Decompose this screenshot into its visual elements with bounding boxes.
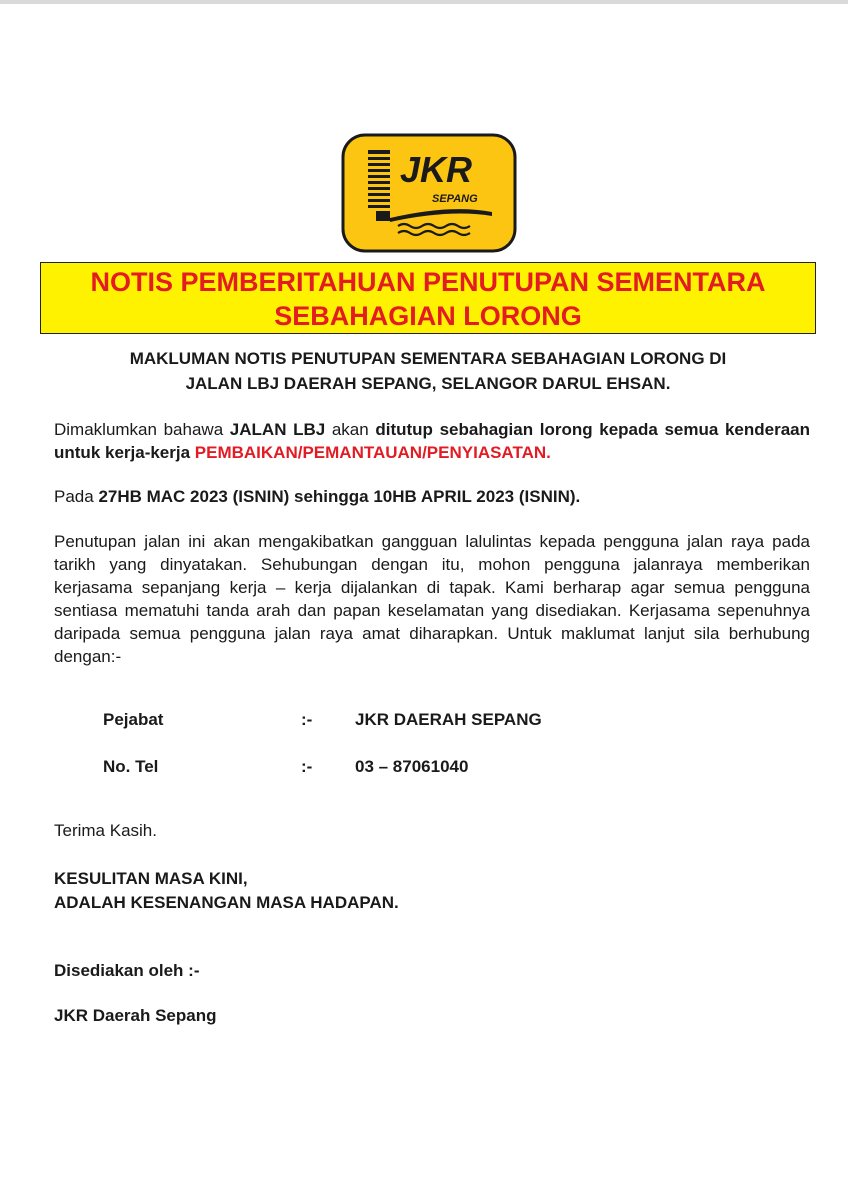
contact-separator: :- [301, 757, 313, 776]
closure-scope: sebahagian lorong kepada semua kenderaan untuk kerja-kerja [54, 420, 811, 462]
subheading-line-2: JALAN LBJ DAERAH SEPANG, SELANGOR DARUL EHSAN. [185, 374, 671, 393]
slogan-line-2: ADALAH KESENANGAN MASA HADAPAN. [54, 893, 399, 912]
prepared-by-name: JKR Daerah Sepang [54, 1006, 217, 1025]
contact-value: 03 – 87061040 [355, 757, 469, 776]
notice-title-line-1: NOTIS PEMBERITAHUAN PENUTUPAN SEMENTARA [90, 267, 766, 297]
logo-brand-text: JKR [400, 149, 473, 190]
contact-label: No. Tel [103, 757, 159, 776]
works-type: PEMBAIKAN/PEMANTAUAN/PENYIASATAN. [194, 443, 551, 462]
jkr-logo [340, 132, 518, 254]
notice-subheading [40, 346, 816, 396]
announcement-intro: Dimaklumkan bahawa [54, 420, 230, 439]
prepared-by-label: Disediakan oleh :- [54, 961, 200, 980]
logo-district-text: SEPANG [432, 193, 478, 205]
road-name: JALAN LBJ [229, 420, 326, 439]
period-prefix: Pada [54, 487, 99, 506]
announcement-paragraph [54, 418, 810, 464]
notice-title-banner [40, 262, 816, 334]
notice-title-line-2: SEBAHAGIAN LORONG [274, 301, 582, 331]
thanks-text: Terima Kasih. [54, 821, 157, 840]
closure-period [54, 485, 810, 508]
period-dates: 27HB MAC 2023 (ISNIN) sehingga 10HB APRIL 2023 (ISNIN). [98, 487, 581, 506]
slogan-line-1: KESULITAN MASA KINI, [54, 869, 248, 888]
closure-word: ditutup [375, 420, 433, 439]
contact-value: JKR DAERAH SEPANG [355, 710, 542, 729]
page-top-edge [0, 0, 848, 4]
body-paragraph: Penutupan jalan ini akan mengakibatkan gangguan lalulintas kepada pengguna jalan raya pada tarikh yang dinyatakan. Sehubungan dengan itu, mohon pengguna jalanraya memberikan kerjasama sepanjang kerja – kerja dijalankan di tapak. Kami berharap agar semua pengguna sentiasa mematuhi tanda arah dan papan keselamatan yang disediakan. Kerjasama sepenuhnya daripada semua pengguna jalan raya amat diharapkan. Untuk maklumat lanjut sila berhubung dengan:- [54, 532, 810, 666]
contact-separator: :- [301, 710, 313, 729]
announcement-will: akan [325, 420, 376, 439]
contact-label: Pejabat [103, 710, 164, 729]
subheading-line-1: MAKLUMAN NOTIS PENUTUPAN SEMENTARA SEBAHAGIAN LORONG DI [129, 349, 727, 368]
